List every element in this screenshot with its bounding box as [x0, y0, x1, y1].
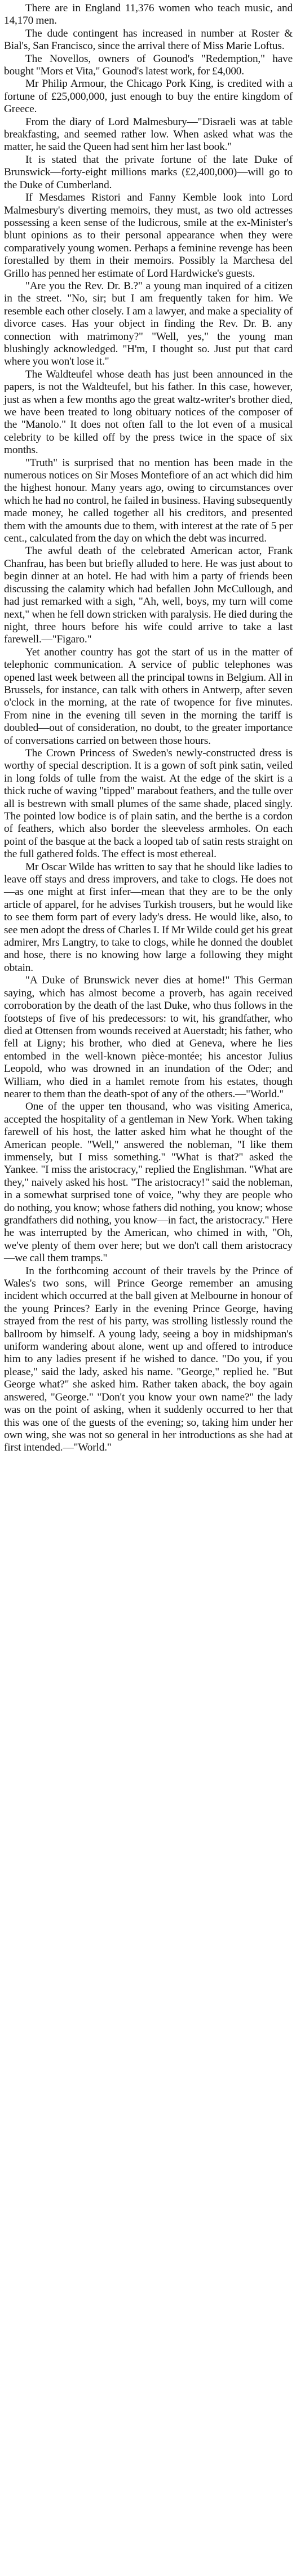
news-item-oscar-wilde: Mr Oscar Wilde has written to say that he should like ladies to leave off stays and dress improvers, and take to clogs. He does not—as one might at first infer—mean that they are to be the only article of apparel, for he advises Turkish trousers, but he would like to see them form part of every lady's dress. He would like, also, to see men adopt the dress of Charles I. If Mr Wilde could get his great admirer, Mrs Langtry, to take to clogs, while he donned the doublet and hose, there is no knowing how large a following they might obtain.: [4, 861, 293, 974]
news-item-marie-loftus: The dude contingent has increased in number at Roster & Bial's, San Francisco, since the arrival there of Miss Marie Loftus.: [4, 27, 293, 52]
news-item-gounod-novellos: The Novellos, owners of Gounod's "Redemption," have bought "Mors et Vita," Gounod's latest work, for £4,000.: [4, 52, 293, 78]
news-item-frank-chanfrau: The awful death of the celebrated American actor, Frank Chanfrau, has been but briefly alluded to here. He was just about to begin dinner at an hotel. He had with him a party of friends been discussing the calamity which had befallen John McCullough, and had just remarked with a sigh, "Ah, well, boys, my turn will come next," when he fell down stricken with paralysis. He died during the night, three hours before his wife could arrive to take a last farewell.—"Figaro.": [4, 545, 293, 646]
news-item-duke-brunswick-saying: "A Duke of Brunswick never dies at home!" This German saying, which has almost become a proverb, has again received corroboration by the death of the last Duke, who thus follows in the footsteps of five of his predecessors: to wit, his grandfather, who died at Ottensen from wounds received at Auerstadt; his father, who fell at Ligny; his brother, who died at Geneva, where he lies entombed in the well-known pièce-montée; his ancestor Julius Leopold, who was drowned in an inundation of the Oder; and William, who died in a hamlet remote from his estates, though nearer to them than the death-spot of any of the others.—"World.": [4, 974, 293, 1100]
news-item-duke-brunswick-fortune: It is stated that the private fortune of the late Duke of Brunswick—forty-eight millions marks (£2,400,000)—will go to the Duke of Cumberland.: [4, 153, 293, 191]
news-item-aristocracy-anecdote: One of the upper ten thousand, who was visiting America, accepted the hospitality of a gentleman in New York. When taking farewell of his host, the latter asked him what he thought of the American people. "Well," answered the nobleman, "I like them immensely, but I miss something." "What is that?" asked the Yankee. "I miss the aristocracy," replied the Englishman. "What are they," naively asked his host. "The aristocracy!" said the nobleman, in a somewhat surprised tone of voice, "why they are people who do nothing, you know; whose fathers did nothing, you know; whose grandfathers did nothing, you know—in fact, the aristocracy." Here he was interrupted by the American, who chimed in with, "Oh, we've plenty of them over here; but we don't call them aristocracy—we call them tramps.": [4, 1101, 293, 1265]
news-item-prince-george: In the forthcoming account of their travels by the Prince of Wales's two sons, will Prince George remember an amusing incident which occurred at the ball given at Melbourne in honour of the young Princes? Early in the evening Prince George, having strayed from the rest of his party, was strolling listlessly round the ballroom by himself. A young lady, seeing a boy in midshipman's uniform wandering about alone, went up and offered to introduce him to any ladies present if he wished to dance. "Do you, if you please," said the lady, asked his name. "George," replied he. "But George what?" she asked him. Rather taken aback, the boy again answered, "George." "Don't you know your own name?" the lady was on the point of asking, when it suddenly occurred to her that this was one of the guests of the evening; so, taking him under her own wing, she was not so general in her introductions as she had at first intended.—"World.": [4, 1265, 293, 1454]
news-item-rev-dr-b: "Are you the Rev. Dr. B.?" a young man inquired of a citizen in the street. "No, sir; but I am frequently taken for him. We resemble each other closely. I am a lawyer, and make a speciality of divorce cases. Has your object in finding the Rev. Dr. B. any connection with matrimony?" "Well, yes," the young man blushingly acknowledged. "H'm, I thought so. Just put that card where you won't lose it.": [4, 280, 293, 368]
news-item-ristori-kemble: If Mesdames Ristori and Fanny Kemble look into Lord Malmesbury's diverting memoirs, they must, as two old actresses possessing a keen sense of the ludicrous, smile at the ex-Minister's blunt opinions as to their personal appearance when they were comparatively young women. Perhaps a feminine revenge has been forestalled by them in their memoirs. Possibly la Marchesa del Grillo has penned her estimate of Lord Hardwicke's guests.: [4, 192, 293, 280]
news-item-crown-princess-dress: The Crown Princess of Sweden's newly-constructed dress is worthy of special description. It is a gown of soft pink satin, veiled in long folds of tulle from the waist. At the edge of the skirt is a thick ruche of waving "tipped" marabout feathers, and the tulle over all is bestrewn with small plumes of the same shade, placed singly. The pointed low bodice is of plain satin, and the berthe is a cordon of feathers, which also border the sleeveless armholes. On each point of the basque at the back a looped tab of satin rests straight on the full gathered folds. The effect is most ethereal.: [4, 747, 293, 861]
news-item-philip-armour: Mr Philip Armour, the Chicago Pork King, is credited with a fortune of £25,000,000, just enough to buy the entire kingdom of Greece.: [4, 78, 293, 116]
news-item-malmesbury-disraeli: From the diary of Lord Malmesbury—"Disraeli was at table breakfasting, and seemed rather low. When asked what was the matter, he said the Queen had sent him her last book.": [4, 116, 293, 153]
news-item-moses-montefiore: "Truth" is surprised that no mention has been made in the numerous notices on Sir Moses Montefiore of an act which did him the highest honour. Many years ago, owing to circumstances over which he had no control, he failed in business. Having subsequently made money, he called together all his creditors, and presented them with the amounts due to them, with interest at the rate of 5 per cent., calculated from the day on which the debt was incurred.: [4, 456, 293, 545]
news-item-women-music-teachers: There are in England 11,376 women who teach music, and 14,170 men.: [4, 2, 293, 27]
news-item-belgian-telephones: Yet another country has got the start of us in the matter of telephonic communication. A service of public telephones was opened last week between all the principal towns in Belgium. All in Brussels, for instance, can talk with others in Antwerp, after seven o'clock in the morning, at the rate of twopence for five minutes. From nine in the evening till seven in the morning the tariff is doubled—out of consideration, no doubt, to the greater importance of conversations carried on between those hours.: [4, 646, 293, 747]
news-item-waldteufel: The Waldteufel whose death has just been announced in the papers, is not the Waldteufel, but his father. In this case, however, just as when a few months ago the great waltz-writer's brother died, we have been treated to long obituary notices of the composer of the "Manolo." It does not often fall to the lot even of a musical celebrity to be killed off by the press twice in the space of six months.: [4, 368, 293, 456]
